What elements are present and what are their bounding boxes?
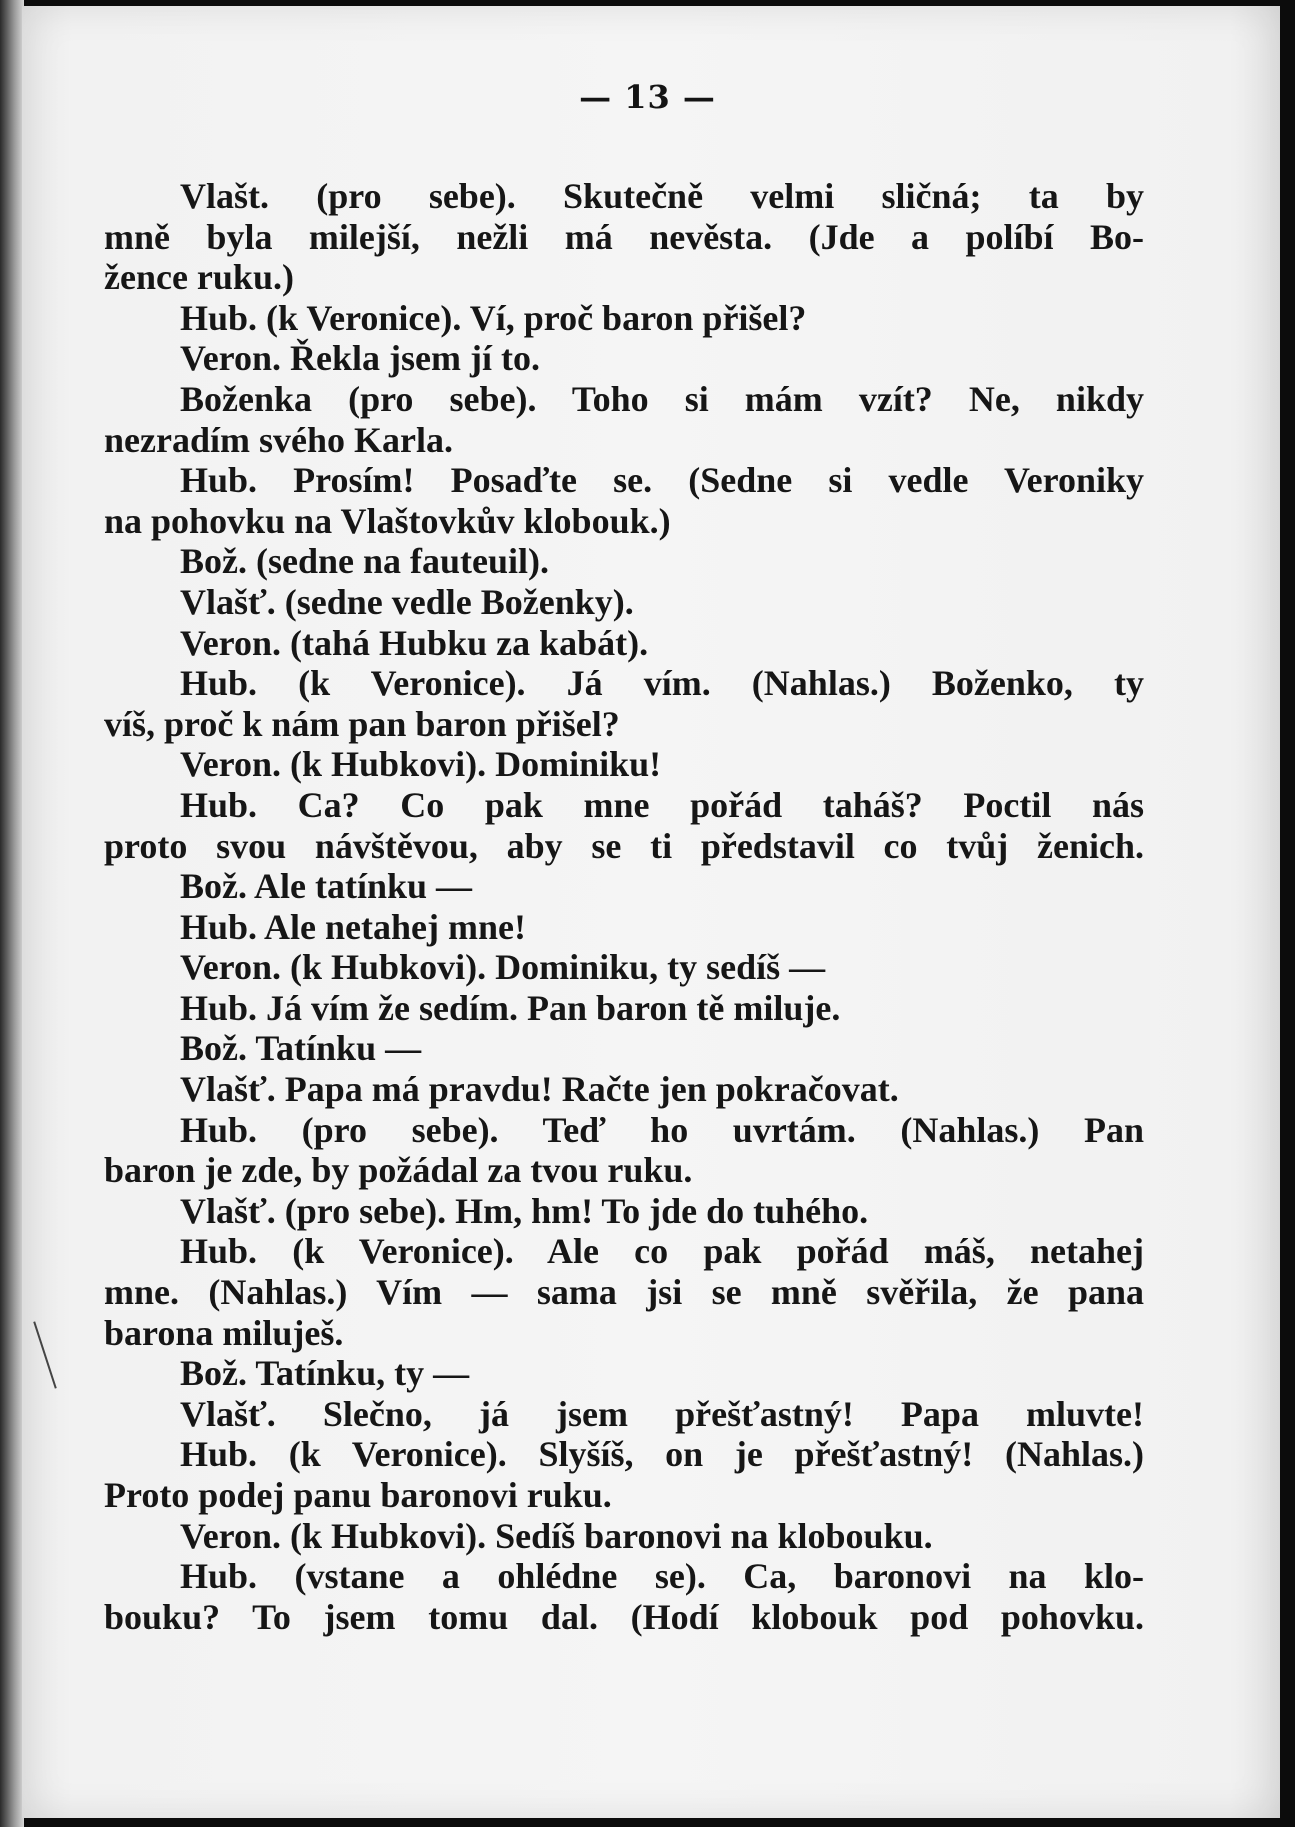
text-line <box>104 744 1144 785</box>
page-number: — 13 — <box>579 78 716 116</box>
text-line <box>104 420 1144 461</box>
text-line <box>104 663 1144 704</box>
text-line-content: Vlašť. Papa má pravdu! Račte jen pokračovat. <box>180 1069 899 1110</box>
text-line-content: víš, proč k nám pan baron přišel? <box>104 703 620 744</box>
text-line <box>104 176 1144 217</box>
text-line-content: nezradím svého Karla. <box>104 419 453 460</box>
binding-edge <box>0 0 24 1827</box>
text-line <box>104 1353 1144 1394</box>
text-line-content: Hub. (vstane a ohlédne se). Ca, baronovi na klo- <box>180 1556 1144 1597</box>
text-line-content: Hub. (k Veronice). Ale co pak pořád máš, netahej <box>180 1231 1144 1272</box>
text-line-content: Vlašť. (pro sebe). Hm, hm! To jde do tuhého. <box>180 1190 869 1231</box>
text-line-content: Hub. (k Veronice). Slyšíš, on je přešťastný! (Nahlas.) <box>180 1434 1144 1475</box>
text-line <box>104 582 1144 623</box>
text-line <box>104 541 1144 582</box>
text-line <box>104 704 1144 745</box>
text-line-content: bouku? To jsem tomu dal. (Hodí klobouk pod pohovku. <box>104 1596 1144 1637</box>
text-line-content: proto svou návštěvou, aby se ti představil co tvůj ženich. <box>104 825 1144 866</box>
text-line <box>104 501 1144 542</box>
text-line <box>104 907 1144 948</box>
text-line-content: Bož. Tatínku, ty — <box>180 1353 470 1394</box>
text-line <box>104 1272 1144 1313</box>
text-line-content: Hub. Ale netahej mne! <box>180 906 526 947</box>
text-line-content: Hub. (k Veronice). Ví, proč baron přišel? <box>180 297 807 338</box>
text-line <box>104 1516 1144 1557</box>
text-line <box>104 1110 1144 1151</box>
text-line <box>104 785 1144 826</box>
text-line-content: Vlašt. (pro sebe). Skutečně velmi sličná; ta by <box>180 176 1144 216</box>
text-line <box>104 623 1144 664</box>
text-line <box>104 217 1144 258</box>
text-line-content: Hub. Ca? Co pak mne pořád taháš? Poctil nás <box>180 784 1144 825</box>
text-line <box>104 988 1144 1029</box>
text-line <box>104 1434 1144 1475</box>
text-line-content: barona miluješ. <box>104 1312 344 1353</box>
text-line-content: Hub. (k Veronice). Já vím. (Nahlas.) Boženko, ty <box>180 663 1144 704</box>
text-line <box>104 1231 1144 1272</box>
text-line-content: žence ruku.) <box>104 257 294 298</box>
text-line-content: Veron. Řekla jsem jí to. <box>180 338 540 379</box>
text-line-content: mně byla milejší, nežli má nevěsta. (Jde a políbí Bo- <box>104 216 1144 257</box>
text-line <box>104 1556 1144 1597</box>
text-line-content: mne. (Nahlas.) Vím — sama jsi se mně svěřila, že pana <box>104 1272 1144 1313</box>
text-line <box>104 1313 1144 1354</box>
text-line <box>104 1191 1144 1232</box>
text-line-content: Veron. (k Hubkovi). Sedíš baronovi na klobouku. <box>180 1515 933 1556</box>
page-body-text <box>104 176 1144 1637</box>
text-line-content: Bož. Tatínku — <box>180 1028 422 1069</box>
text-line <box>104 257 1144 298</box>
text-line-content: Hub. (pro sebe). Teď ho uvrtám. (Nahlas.) Pan <box>180 1109 1144 1150</box>
text-line-content: Proto podej panu baronovi ruku. <box>104 1475 612 1515</box>
text-line-content: Hub. Já vím že sedím. Pan baron tě miluje. <box>180 987 841 1028</box>
text-line-content: Boženka (pro sebe). Toho si mám vzít? Ne, nikdy <box>180 378 1144 419</box>
text-line <box>104 1475 1144 1516</box>
text-line <box>104 866 1144 907</box>
text-line-content: Vlašť. Slečno, já jsem přešťastný! Papa mluvte! <box>180 1393 1144 1434</box>
text-line <box>104 826 1144 867</box>
text-line-content: Veron. (tahá Hubku za kabát). <box>180 622 649 663</box>
text-line-content: Veron. (k Hubkovi). Dominiku! <box>180 744 662 785</box>
text-line-content: Bož. (sedne na fauteuil). <box>180 541 549 582</box>
text-line <box>104 460 1144 501</box>
text-line-content: baron je zde, by požádal za tvou ruku. <box>104 1150 693 1191</box>
text-line <box>104 947 1144 988</box>
text-line <box>104 1394 1144 1435</box>
text-line <box>104 1150 1144 1191</box>
text-line <box>104 379 1144 420</box>
text-line-content: na pohovku na Vlaštovkův klobouk.) <box>104 500 671 541</box>
text-line-content: Veron. (k Hubkovi). Dominiku, ty sedíš — <box>180 947 826 988</box>
text-line-content: Vlašť. (sedne vedle Boženky). <box>180 581 634 622</box>
text-line <box>104 298 1144 339</box>
text-line <box>104 1028 1144 1069</box>
text-line-content: Bož. Ale tatínku — <box>180 866 473 907</box>
text-line <box>104 1597 1144 1638</box>
text-line <box>104 1069 1144 1110</box>
text-line <box>104 338 1144 379</box>
text-line-content: Hub. Prosím! Posaďte se. (Sedne si vedle Veroniky <box>180 460 1144 501</box>
